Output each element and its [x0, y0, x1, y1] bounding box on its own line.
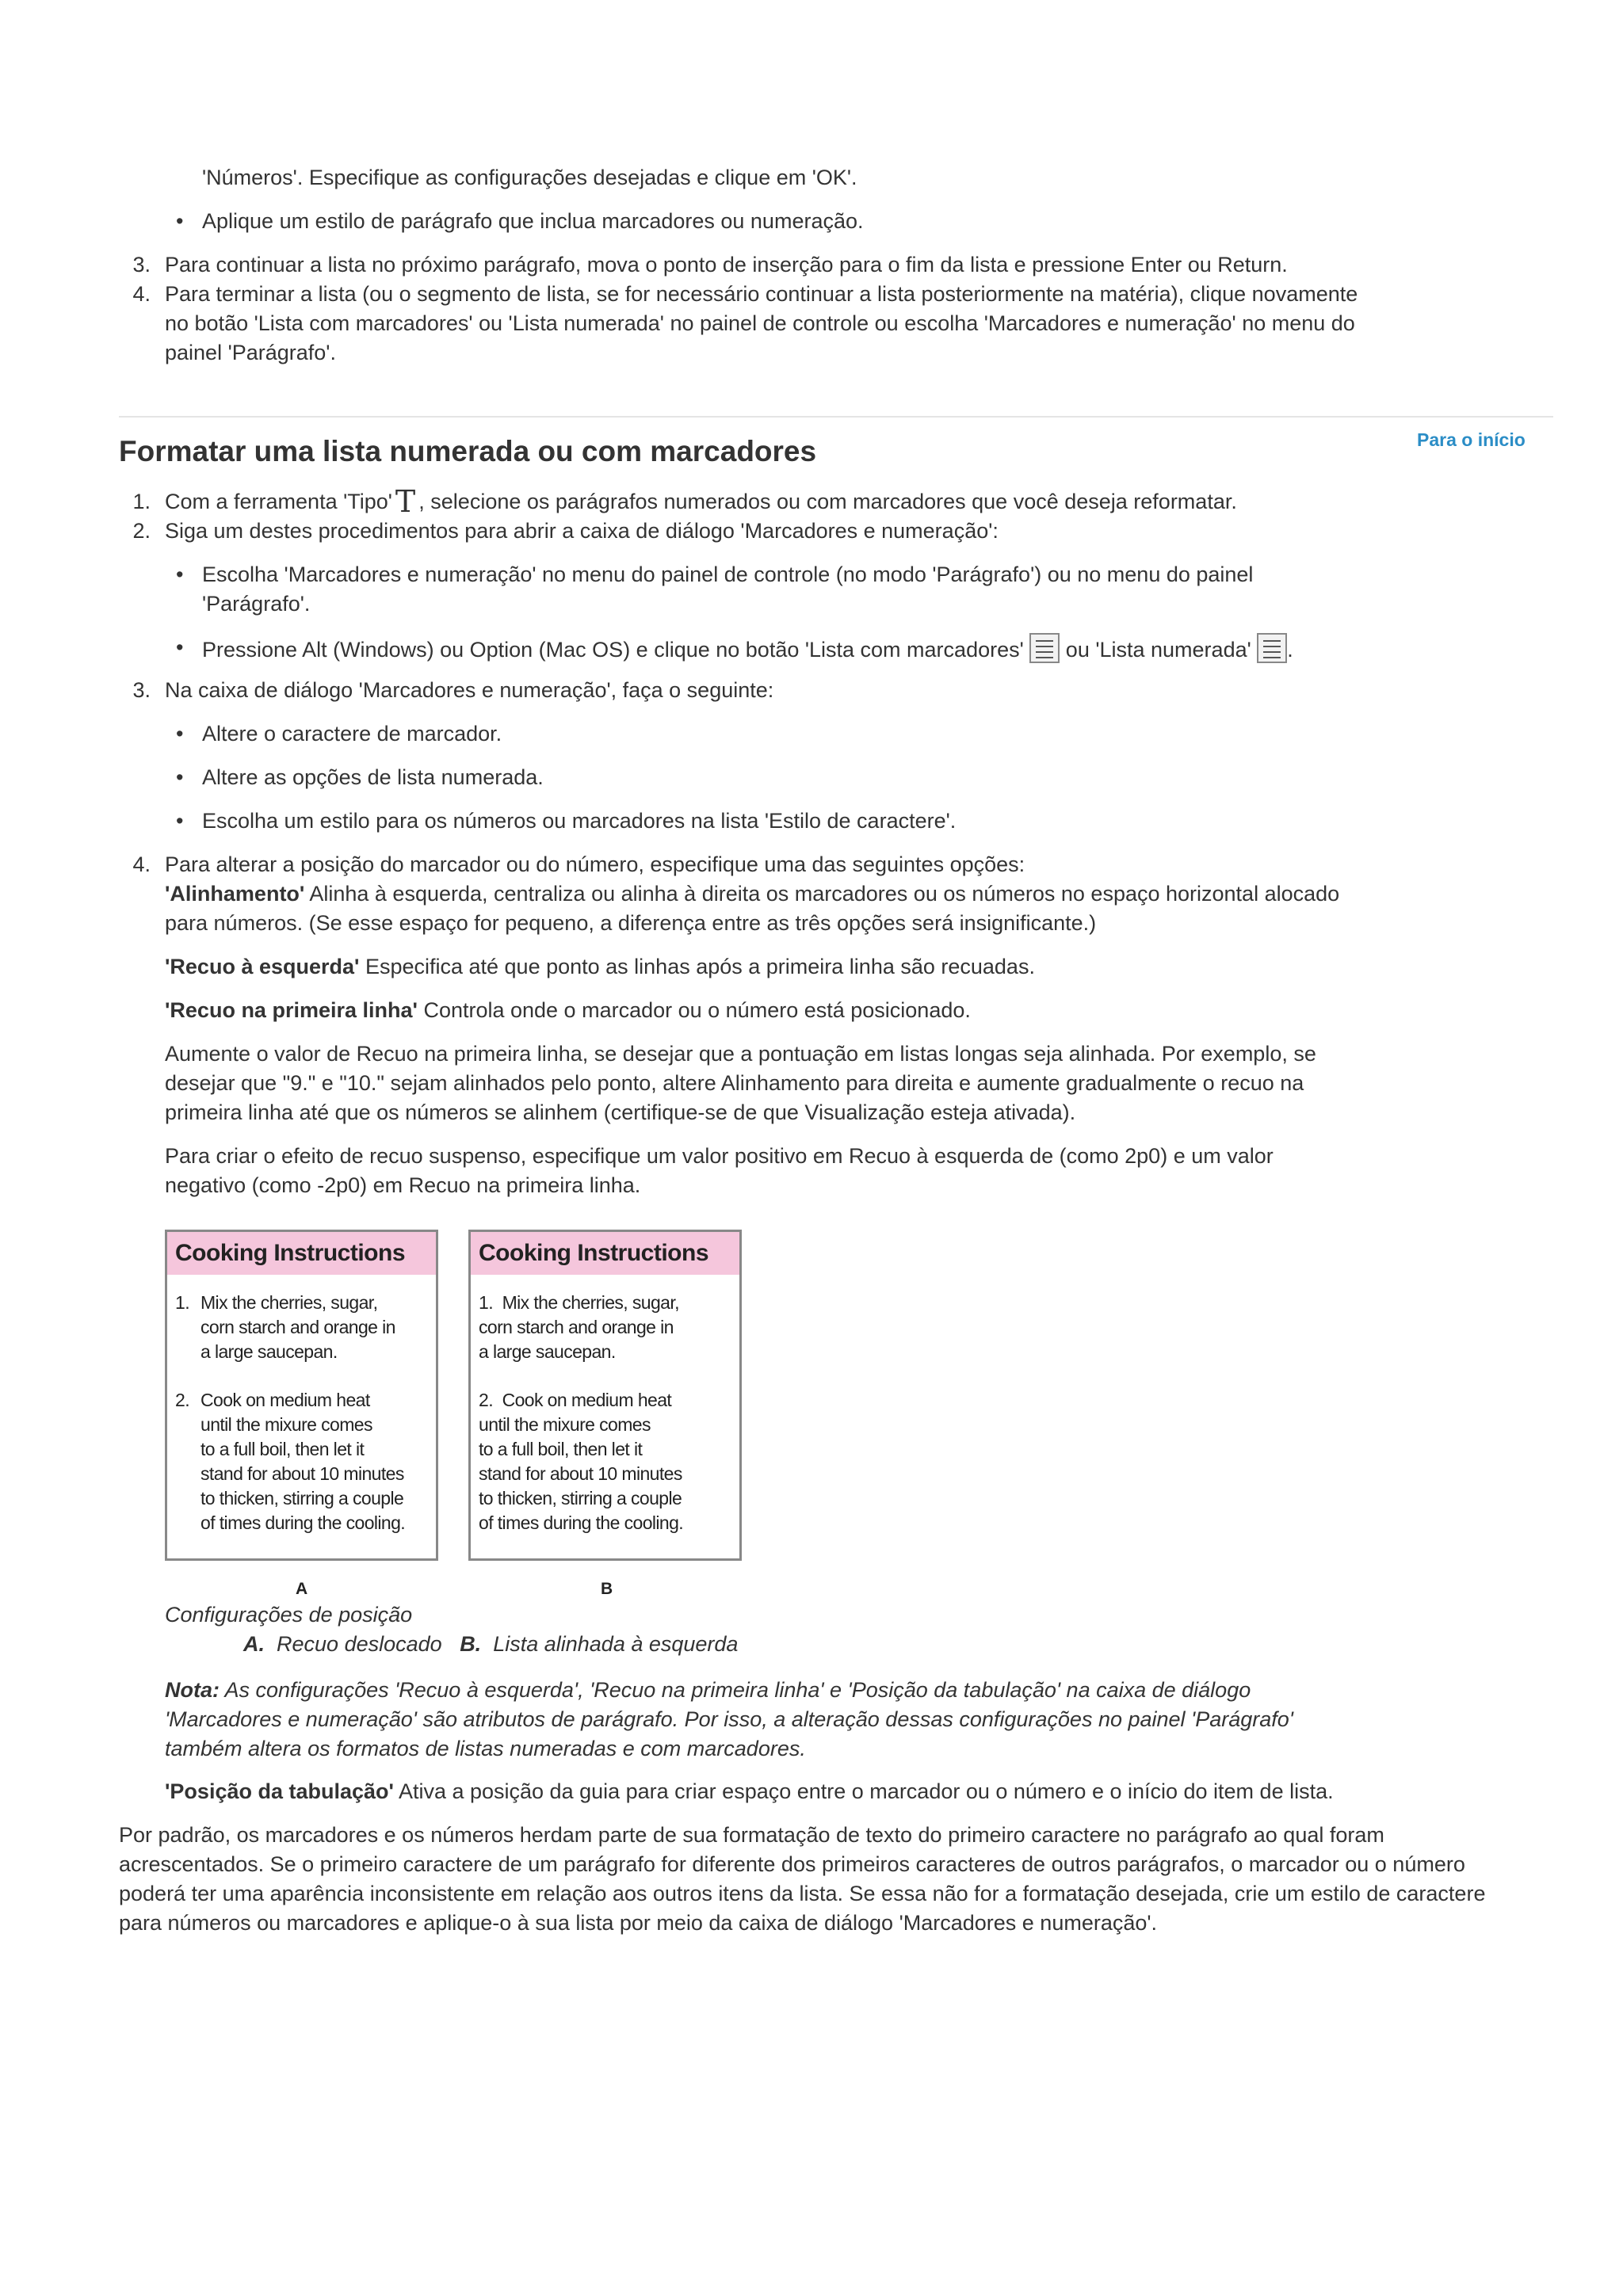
paragraph-line: Para criar o efeito de recuo suspenso, especifique um valor positivo em Recuo à esquerda de (como 2p0) e um valor — [165, 1144, 1274, 1168]
first-line-indent-option — [165, 996, 1512, 1025]
option-text-line: para números. (Se esse espaço for pequeno, a diferença entre as três opções será insignificante.) — [165, 911, 1097, 935]
bullet-choose-menu — [119, 560, 1494, 619]
paragraph-line: desejar que "9." e "10." sejam alinhados pelo ponto, altere Alinhamento para direita e aumente gradualmente o recuo na — [165, 1071, 1304, 1095]
final-paragraph — [119, 1821, 1569, 1938]
bullet-text: . — [1287, 638, 1293, 662]
figure-line: a large saucepan. — [479, 1341, 616, 1362]
note-text: As configurações 'Recuo à esquerda', 'Recuo na primeira linha' e 'Posição da tabulação' na caixa de diálogo — [220, 1678, 1251, 1702]
list-text-line: painel 'Parágrafo'. — [165, 341, 336, 364]
tab-position-option — [165, 1777, 1528, 1806]
bullet-line: • Escolha 'Marcadores e numeração' no menu do painel de controle (no modo 'Parágrafo') ou no menu do painel — [202, 563, 1254, 586]
list-number: 4. — [132, 282, 151, 306]
legend-key: A. — [243, 1632, 265, 1656]
bullet-text: Pressione Alt (Windows) ou Option (Mac OS) e clique no botão 'Lista com marcadores' — [202, 638, 1024, 662]
note-text-line: 'Marcadores e numeração' são atributos de parágrafo. Por isso, a alteração dessas configurações no painel 'Parágrafo' — [165, 1707, 1293, 1731]
top-list-continuation — [119, 163, 1545, 368]
step-text: Com a ferramenta 'Tipo' — [165, 490, 392, 513]
section-heading: Formatar uma lista numerada ou com marcadores — [119, 435, 817, 467]
figure-number: 2. — [175, 1390, 189, 1410]
list-number: 1. — [132, 490, 151, 513]
paragraph-line: poderá ter uma aparência inconsistente em relação aos outros itens da lista. Se essa não for a formatação desejada, crie um estilo de caractere — [119, 1882, 1486, 1905]
bullet-change-options: • Altere as opções de lista numerada. — [119, 763, 1494, 792]
option-term: 'Recuo na primeira linha' — [165, 998, 418, 1022]
list-text-line: no botão 'Lista com marcadores' ou 'Lista numerada' no painel de controle ou escolha 'Marcadores e numeração' no menu do — [165, 311, 1355, 335]
list-number: 3. — [132, 678, 151, 702]
continued-bullet-line: 'Números'. Especifique as configurações desejadas e clique em 'OK'. — [202, 166, 857, 189]
option-text: Especifica até que ponto as linhas após a primeira linha são recuadas. — [359, 955, 1035, 978]
bullet-change-character: • Altere o caractere de marcador. — [119, 719, 1494, 749]
bullet-apply-style: • Aplique um estilo de parágrafo que inclua marcadores ou numeração. — [119, 207, 1494, 236]
list-text: Para continuar a lista no próximo parágrafo, mova o ponto de inserção para o fim da lista e pressione Enter ou Return. — [165, 253, 1288, 277]
bullet-line: 'Parágrafo'. — [202, 592, 311, 616]
figure-line: until the mixure comes — [200, 1414, 372, 1435]
figure-line: corn starch and orange in — [479, 1317, 674, 1337]
step-2 — [119, 517, 1512, 546]
figure-line: a large saucepan. — [200, 1341, 338, 1362]
figure-number: 1. — [479, 1292, 493, 1313]
option-text: Controla onde o marcador ou o número está posicionado. — [417, 998, 971, 1022]
list-number: 3. — [132, 253, 151, 277]
figure-number: 2. — [479, 1390, 493, 1410]
step-text: Para alterar a posição do marcador ou do número, especifique uma das seguintes opções: — [165, 852, 1025, 876]
paragraph-line: Por padrão, os marcadores e os números herdam parte de sua formatação de texto do primeiro caractere no parágrafo ao qual foram — [119, 1823, 1384, 1847]
numbered-list-button-icon — [1257, 633, 1287, 663]
note-block — [165, 1676, 1512, 1764]
alignment-option — [165, 879, 1512, 938]
step-text: Siga um destes procedimentos para abrir a caixa de diálogo 'Marcadores e numeração': — [165, 519, 999, 543]
figure-line: to thicken, stirring a couple — [200, 1488, 404, 1508]
figure-line: to thicken, stirring a couple — [479, 1488, 682, 1508]
figure-line: of times during the cooling. — [479, 1512, 684, 1533]
figure-caption: Configurações de posição — [165, 1603, 413, 1627]
option-term: 'Alinhamento' — [165, 882, 305, 906]
first-line-paragraph — [165, 1039, 1512, 1127]
figure-number: 1. — [175, 1292, 189, 1313]
list-number: 4. — [132, 852, 151, 876]
bullet-press-alt — [119, 633, 1494, 665]
hanging-indent-paragraph — [165, 1142, 1512, 1200]
figure-line: corn starch and orange in — [200, 1317, 395, 1337]
step-3 — [119, 676, 1512, 705]
paragraph-line: negativo (como -2p0) em Recuo na primeira linha. — [165, 1173, 641, 1197]
figure-item-2 — [479, 1388, 739, 1535]
legend-key: B. — [460, 1632, 482, 1656]
figure-line: Cook on medium heat — [200, 1390, 370, 1410]
bullet-choose-style: • Escolha um estilo para os números ou marcadores na lista 'Estilo de caractere'. — [119, 807, 1494, 836]
section-divider — [119, 416, 1553, 418]
figure-item-1 — [479, 1291, 739, 1364]
section-body — [119, 484, 1545, 1200]
figure-line: Mix the cherries, sugar, — [200, 1292, 378, 1313]
figure-line: to a full boil, then let it — [200, 1439, 365, 1459]
figure-line: of times during the cooling. — [200, 1512, 406, 1533]
figure-line: stand for about 10 minutes — [479, 1463, 682, 1484]
type-tool-icon: T — [395, 484, 416, 519]
step-4 — [119, 850, 1512, 1200]
note-label: Nota: — [165, 1678, 220, 1702]
figure-label-b: B — [601, 1580, 613, 1598]
list-number: 2. — [132, 519, 151, 543]
step-1 — [119, 484, 1512, 519]
option-term: 'Recuo à esquerda' — [165, 955, 360, 978]
figure-line: to a full boil, then let it — [479, 1439, 643, 1459]
step-text: Na caixa de diálogo 'Marcadores e numeração', faça o seguinte: — [165, 678, 774, 702]
option-term: 'Posição da tabulação' — [165, 1779, 394, 1803]
note-text-line: também altera os formatos de listas numeradas e com marcadores. — [165, 1737, 806, 1760]
option-text: Alinha à esquerda, centraliza ou alinha à direita os marcadores ou os números no espaço horizontal alocado — [304, 882, 1340, 906]
list-item-3 — [119, 250, 1512, 280]
legend-text: Recuo deslocado — [277, 1632, 442, 1656]
paragraph-line: acrescentados. Se o primeiro caractere de um parágrafo for diferente dos primeiros caracteres de outros parágrafos, o marcador ou o número — [119, 1852, 1465, 1876]
paragraph-line: para números ou marcadores e aplique-o à sua lista por meio da caixa de diálogo 'Marcadores e numeração'. — [119, 1911, 1158, 1935]
figure-line: Cook on medium heat — [502, 1390, 672, 1410]
back-to-top-link[interactable]: Para o início — [1417, 429, 1526, 450]
bulleted-list-button-icon — [1029, 633, 1060, 663]
figure-label-a: A — [296, 1580, 308, 1598]
bullet-text: ou 'Lista numerada' — [1065, 638, 1251, 662]
figure-item-2 — [167, 1388, 436, 1535]
option-text: Ativa a posição da guia para criar espaço entre o marcador ou o número e o início do item de lista. — [393, 1779, 1334, 1803]
step-text: , selecione os parágrafos numerados ou com marcadores que você deseja reformatar. — [418, 490, 1237, 513]
figure-line: until the mixure comes — [479, 1414, 651, 1435]
paragraph-line: Aumente o valor de Recuo na primeira linha, se desejar que a pontuação em listas longas seja alinhada. Por exemplo, se — [165, 1042, 1316, 1066]
list-text-line: Para terminar a lista (ou o segmento de lista, se for necessário continuar a lista posteriormente na matéria), clique novamente — [165, 282, 1358, 306]
figure-panel-b — [468, 1230, 742, 1561]
figure-title: Cooking Instructions — [167, 1232, 436, 1275]
figure-legend — [243, 1630, 738, 1659]
figure-panel-a — [165, 1230, 438, 1561]
figure-title: Cooking Instructions — [471, 1232, 739, 1275]
legend-text: Lista alinhada à esquerda — [493, 1632, 739, 1656]
paragraph-line: primeira linha até que os números se alinhem (certifique-se de que Visualização esteja ativada). — [165, 1100, 1076, 1124]
figure-line: stand for about 10 minutes — [200, 1463, 404, 1484]
left-indent-option — [165, 952, 1512, 982]
figure-item-1 — [167, 1291, 436, 1364]
list-item-4 — [119, 280, 1512, 368]
figure-line: Mix the cherries, sugar, — [502, 1292, 679, 1313]
